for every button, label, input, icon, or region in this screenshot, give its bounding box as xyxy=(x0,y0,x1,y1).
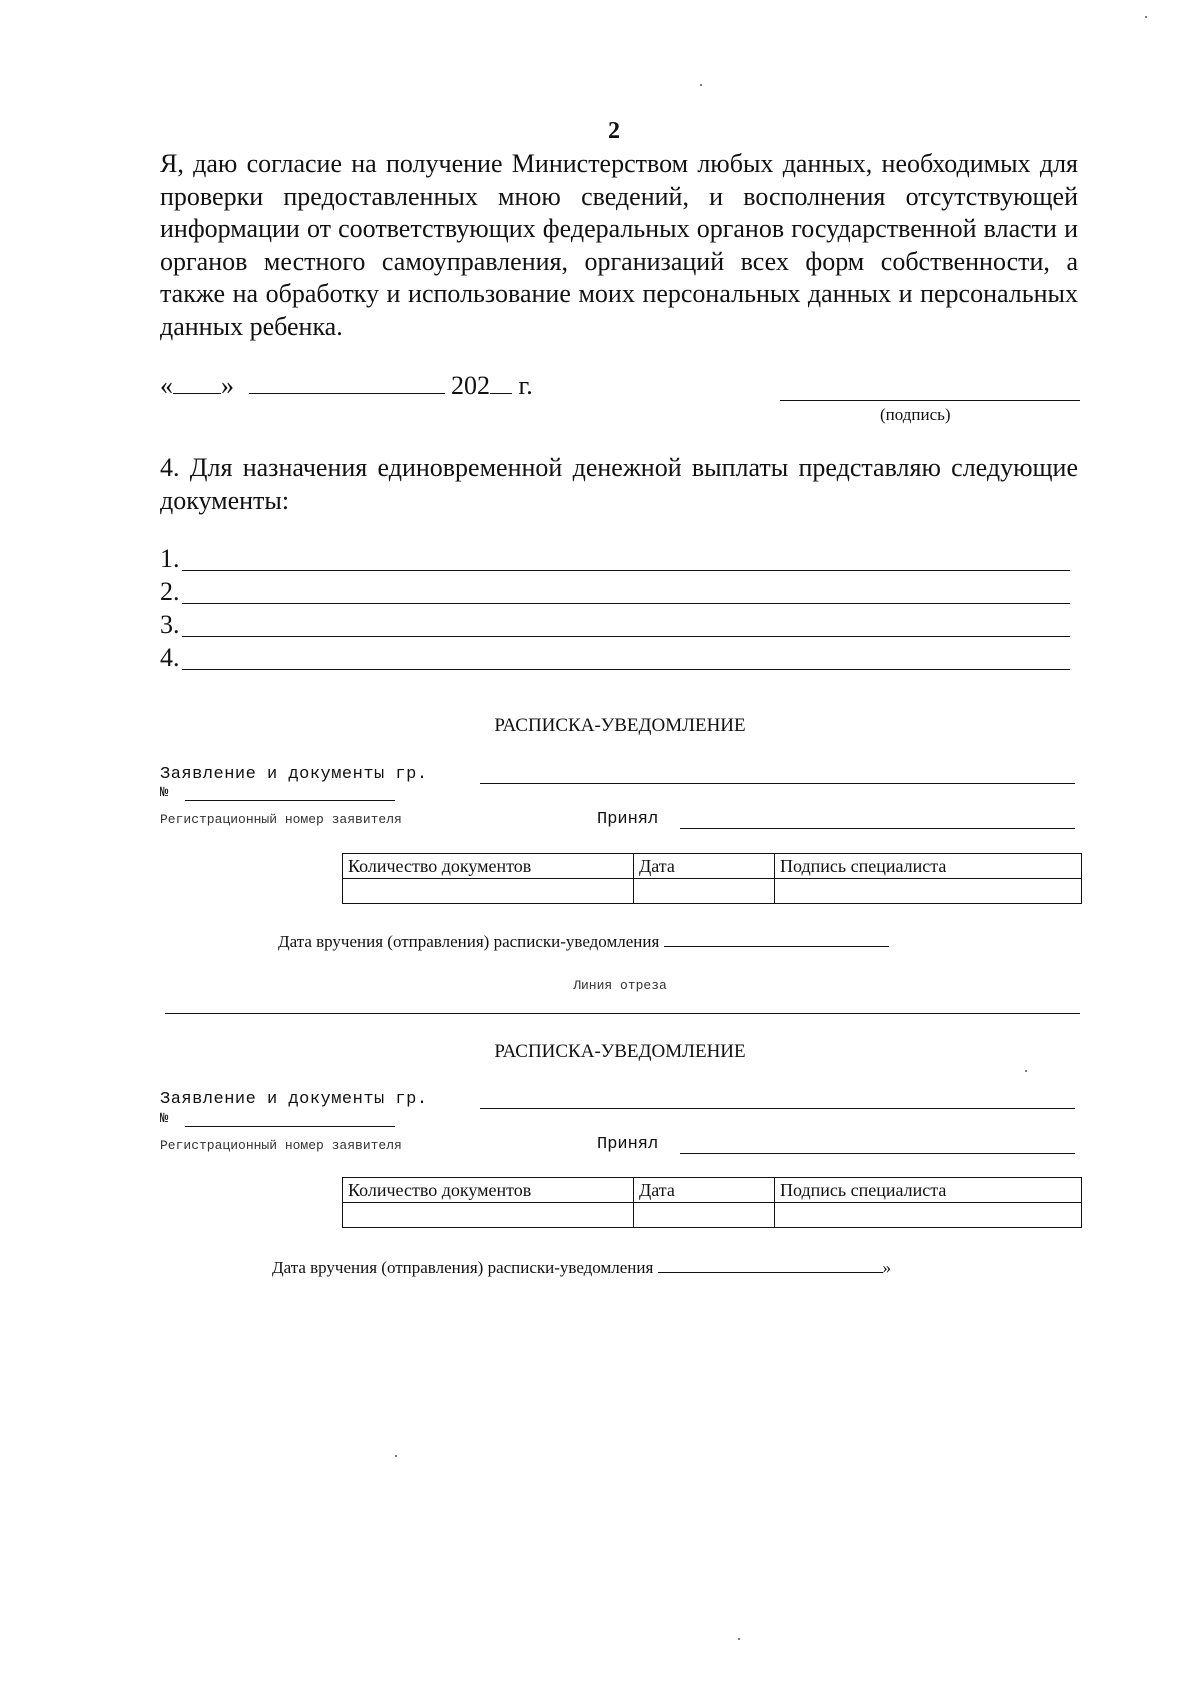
delivery-date-top xyxy=(278,932,889,952)
accepted-line-top[interactable] xyxy=(680,828,1075,829)
signature-line[interactable] xyxy=(780,400,1080,401)
applicant-name-line-top[interactable] xyxy=(480,783,1075,784)
closing-quote: » xyxy=(882,1258,892,1277)
document-line-number: 4. xyxy=(160,643,180,672)
table-cell-date[interactable] xyxy=(634,1203,775,1228)
document-line-2[interactable] xyxy=(160,577,1080,610)
reg-caption-bottom: Регистрационный номер заявителя xyxy=(160,1138,402,1153)
table-header-date: Дата xyxy=(634,854,775,879)
receipt-table-bottom xyxy=(342,1177,1082,1228)
scan-speck xyxy=(1025,1070,1027,1072)
number-label-top: № xyxy=(160,785,169,801)
document-line-1[interactable] xyxy=(160,544,1080,577)
scan-speck xyxy=(738,1638,740,1640)
receipt-title-bottom: РАСПИСКА-УВЕДОМЛЕНИЕ xyxy=(494,1041,746,1062)
cut-line-label: Линия отреза xyxy=(573,978,667,993)
accepted-line-bottom[interactable] xyxy=(680,1153,1075,1154)
document-line-number: 2. xyxy=(160,577,180,606)
table-cell-signature[interactable] xyxy=(775,1203,1082,1228)
applicant-label-top: Заявление и документы гр. xyxy=(160,765,428,784)
reg-number-line-top[interactable] xyxy=(185,800,395,801)
table-cell-count[interactable] xyxy=(343,1203,634,1228)
applicant-label-bottom: Заявление и документы гр. xyxy=(160,1090,428,1109)
delivery-date-bottom xyxy=(272,1258,891,1278)
table-cell-date[interactable] xyxy=(634,879,775,904)
date-field xyxy=(160,371,533,401)
document-line-4[interactable] xyxy=(160,643,1080,676)
delivery-label-top: Дата вручения (отправления) расписки-уведомления xyxy=(278,932,660,951)
reg-caption-top: Регистрационный номер заявителя xyxy=(160,812,402,827)
receipt-title-top: РАСПИСКА-УВЕДОМЛЕНИЕ xyxy=(494,715,746,736)
table-header-signature: Подпись специалиста xyxy=(775,854,1082,879)
table-header-count: Количество документов xyxy=(343,854,634,879)
document-line-number: 3. xyxy=(160,610,180,639)
month-blank[interactable] xyxy=(249,392,445,394)
scan-speck xyxy=(1145,16,1147,18)
document-line-3[interactable] xyxy=(160,610,1080,643)
delivery-date-line-bottom[interactable] xyxy=(658,1271,883,1273)
cut-line xyxy=(165,1013,1080,1014)
table-cell-count[interactable] xyxy=(343,879,634,904)
signature-caption: (подпись) xyxy=(880,405,951,424)
number-label-bottom: № xyxy=(160,1111,169,1127)
applicant-name-line-bottom[interactable] xyxy=(480,1108,1075,1109)
delivery-label-bottom: Дата вручения (отправления) расписки-уведомления xyxy=(272,1258,654,1277)
table-header-signature: Подпись специалиста xyxy=(775,1178,1082,1203)
table-cell-signature[interactable] xyxy=(775,879,1082,904)
day-blank[interactable] xyxy=(173,392,221,394)
scan-speck xyxy=(700,84,702,86)
document-line-number: 1. xyxy=(160,544,180,573)
accepted-label-top: Принял xyxy=(597,810,659,829)
scan-speck xyxy=(395,1455,397,1457)
consent-paragraph: Я, даю согласие на получение Министерством любых данных, необходимых для проверки предоставленных мною сведений, и восполнения отсутствующей информации от соответствующих федеральных органов государственной власти и органов местного самоуправления, организаций всех форм собственности, а также на обработку и использование моих персональных данных и персональных данных ребенка. xyxy=(160,149,1078,341)
year-prefix: 202 xyxy=(451,371,490,400)
date-open-quote: « xyxy=(160,371,173,400)
page-number: 2 xyxy=(608,118,620,144)
year-blank[interactable] xyxy=(490,392,512,394)
table-header-date: Дата xyxy=(634,1178,775,1203)
year-suffix: г. xyxy=(518,371,533,400)
documents-heading: 4. Для назначения единовременной денежной выплаты представляю следующие документы: xyxy=(160,453,1078,515)
delivery-date-line-top[interactable] xyxy=(664,945,889,947)
reg-number-line-bottom[interactable] xyxy=(185,1126,395,1127)
accepted-label-bottom: Принял xyxy=(597,1135,659,1154)
receipt-table-top xyxy=(342,853,1082,904)
date-close-quote: » xyxy=(221,371,234,400)
table-header-count: Количество документов xyxy=(343,1178,634,1203)
